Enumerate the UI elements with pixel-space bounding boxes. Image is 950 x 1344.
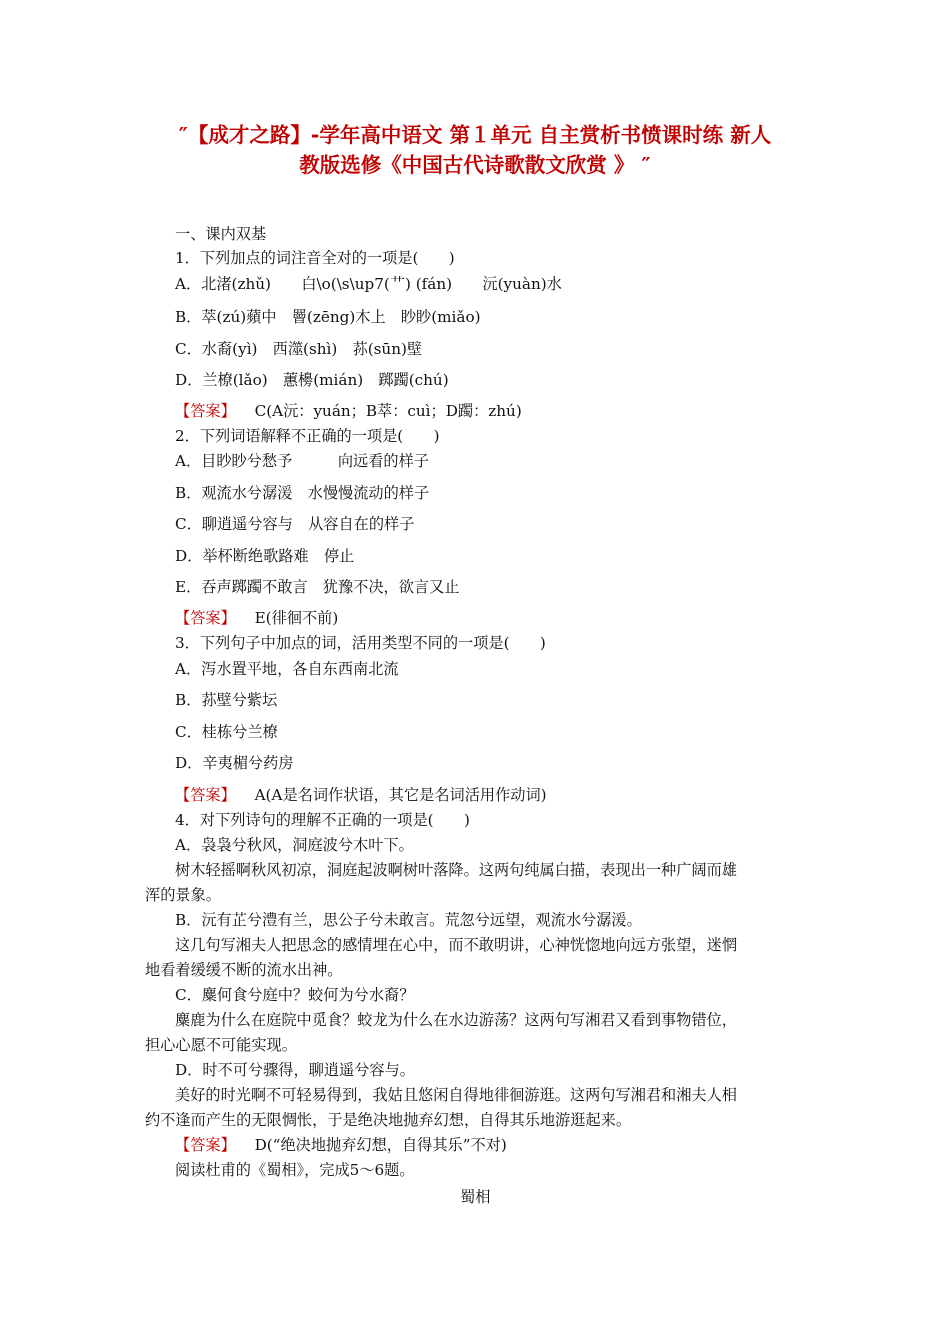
title-line-1: ″【成才之路】-学年高中语文 第１单元 自主赏析书愤课时练 新人 [178, 123, 772, 147]
q4-explanation-b-2: 地看着缓缓不断的流水出神。 [145, 961, 343, 979]
q4-option-a: A．袅袅兮秋风，洞庭波兮木叶下。 [175, 836, 414, 854]
q3-option-c: C．桂栋兮兰橑 [175, 723, 278, 741]
q3-option-a: A．泻水置平地，各自东西南北流 [175, 660, 399, 678]
q2-option-d: D．举杯断绝歌路难 停止 [175, 547, 355, 565]
answer-tag: 【答案】 [175, 1136, 236, 1154]
q2-answer [175, 608, 338, 628]
q4-stem: 4．对下列诗句的理解不正确的一项是( ) [175, 811, 470, 829]
q1-answer [175, 401, 522, 421]
q2-option-b: B．观流水兮潺湲 水慢慢流动的样子 [175, 484, 430, 502]
answer-tag: 【答案】 [175, 402, 236, 420]
answer-text: C(A沅：yuán；B萃：cuì；D躅：zhú) [254, 402, 522, 420]
q2-stem: 2．下列词语解释不正确的一项是( ) [175, 427, 440, 445]
poem-title: 蜀相 [460, 1188, 491, 1206]
q2-option-a: A．目眇眇兮愁予 向远看的样子 [175, 452, 429, 470]
q4-option-b: B．沅有芷兮澧有兰，思公子兮未敢言。荒忽兮远望，观流水兮潺湲。 [175, 911, 642, 929]
q3-option-d: D．辛夷楣兮药房 [175, 754, 294, 772]
q4-explanation-a-1: 树木轻摇啊秋风初凉，洞庭起波啊树叶落降。这两句纯属白描，表现出一种广阔而雄 [175, 861, 737, 879]
q4-answer [175, 1135, 507, 1155]
answer-text: E(徘徊不前) [254, 609, 339, 627]
q1-option-c: C．水裔(yì) 西澨(shì) 荪(sūn)壁 [175, 340, 423, 358]
q3-stem: 3．下列句子中加点的词，活用类型不同的一项是( ) [175, 634, 546, 652]
q1-option-d: D．兰橑(lǎo) 蕙櫋(mián) 踯躅(chú) [175, 371, 449, 389]
q4-explanation-c-1: 麋鹿为什么在庭院中觅食？蛟龙为什么在水边游荡？这两句写湘君又看到事物错位， [175, 1011, 737, 1029]
reading-instruction: 阅读杜甫的《蜀相》，完成5～6题。 [175, 1161, 415, 1179]
q4-explanation-b-1: 这几句写湘夫人把思念的感情埋在心中，而不敢明讲，心神恍惚地向远方张望，迷惘 [175, 936, 737, 954]
answer-tag: 【答案】 [175, 609, 236, 627]
q1-option-a: A．北渚(zhǔ) 白\o(\s\up7(艹) (fán) 沅(yuàn)水 [175, 275, 562, 293]
answer-text: D(“绝决地抛弃幻想，自得其乐”不对) [254, 1136, 507, 1154]
answer-text: A(A是名词作状语，其它是名词活用作动词) [254, 786, 547, 804]
document-title [0, 120, 950, 180]
q4-option-c: C．麋何食兮庭中？蛟何为兮水裔？ [175, 986, 415, 1004]
q1-option-b: B．萃(zú)蘋中 罾(zēng)木上 眇眇(miǎo) [175, 308, 481, 326]
q2-option-c: C．聊逍遥兮容与 从容自在的样子 [175, 515, 415, 533]
q4-option-d: D．时不可兮骤得，聊逍遥兮容与。 [175, 1061, 415, 1079]
q3-option-b: B．荪壁兮紫坛 [175, 691, 278, 709]
q3-answer [175, 785, 547, 805]
q2-option-e: E．吞声踯躅不敢言 犹豫不决，欲言又止 [175, 578, 460, 596]
q4-explanation-d-2: 约不逢而产生的无限惆怅，于是绝决地抛弃幻想，自得其乐地游逛起来。 [145, 1111, 631, 1129]
section-heading: 一、课内双基 [175, 225, 267, 243]
q4-explanation-d-1: 美好的时光啊不可轻易得到，我姑且悠闲自得地徘徊游逛。这两句写湘君和湘夫人相 [175, 1086, 737, 1104]
q1-stem: 1．下列加点的词注音全对的一项是( ) [175, 249, 455, 267]
answer-tag: 【答案】 [175, 786, 236, 804]
q4-explanation-a-2: 浑的景象。 [145, 886, 221, 904]
title-line-2: 教版选修《中国古代诗歌散文欣赏 》 ″ [299, 153, 651, 177]
q4-explanation-c-2: 担心心愿不可能实现。 [145, 1036, 297, 1054]
